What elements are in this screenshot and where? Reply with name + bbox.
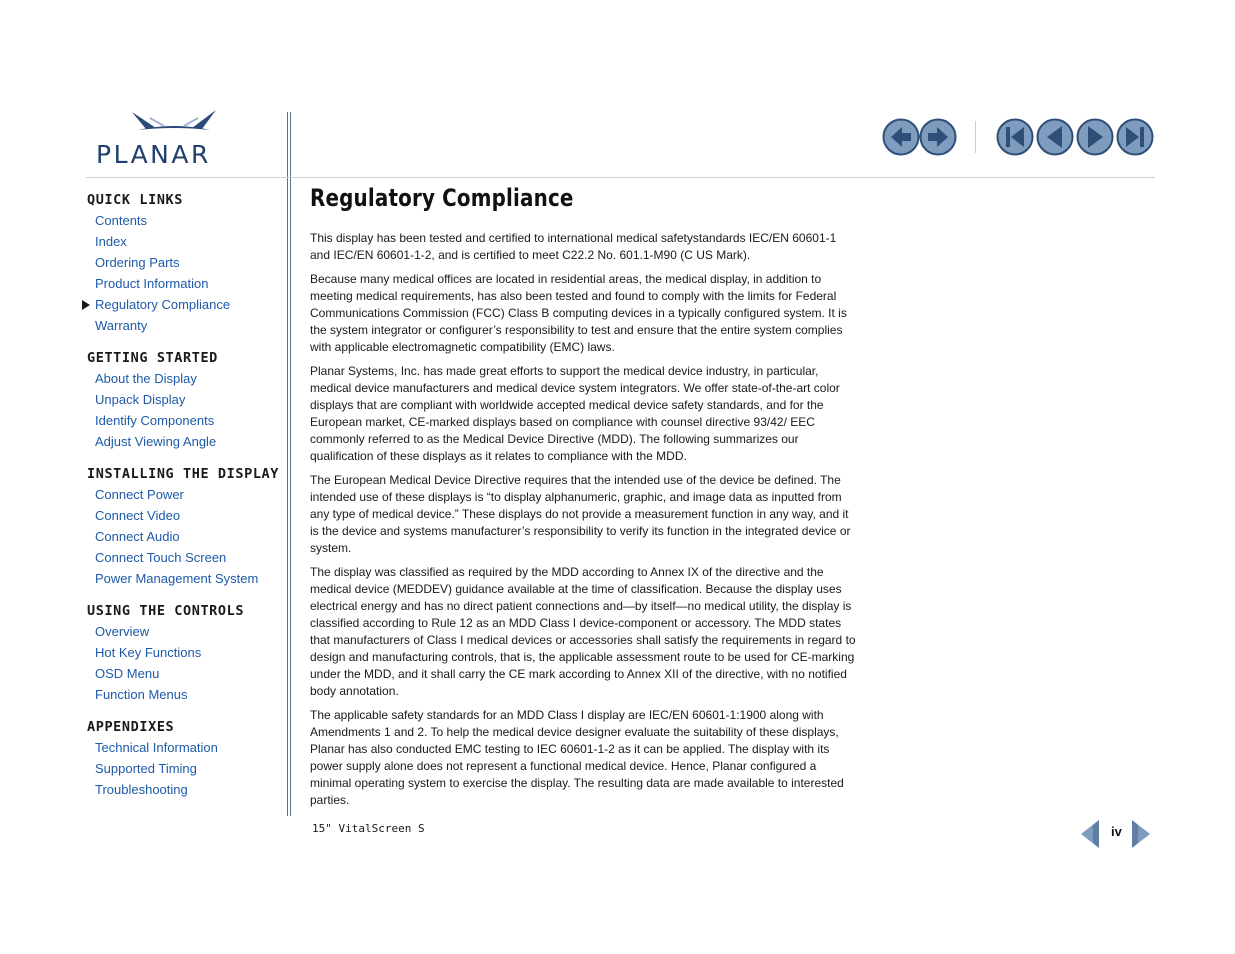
section-heading: QUICK LINKS: [87, 192, 184, 208]
paragraph: The applicable safety standards for an MDD Class I display are IEC/EN 60601-1:1900 along with Amendments 1 and 2. To help the medical device designer evaluate the suitability of these displays, Planar has also conducted EMC testing to IEC 60601-1-2 as it can be applied. The display with its power supply alone does not represent a functional medical device. Hence, Planar configured a minimal operating system to exercise the display. The resulting data are made available to interested parties.: [310, 708, 844, 807]
page-content: [310, 230, 856, 816]
last-page-icon: [1116, 118, 1154, 156]
sidebar-section-installing: [87, 464, 283, 589]
back-icon: [882, 118, 920, 156]
sidebar-item-regulatory-compliance[interactable]: Regulatory Compliance: [95, 297, 231, 312]
planar-logo: [94, 106, 254, 168]
section-heading: GETTING STARTED: [87, 350, 218, 366]
sidebar-item-contents[interactable]: Contents: [95, 213, 148, 228]
sidebar-divider: [287, 112, 288, 816]
forward-icon: [919, 118, 957, 156]
sidebar-item-about-the-display[interactable]: About the Display: [95, 371, 197, 386]
first-page-button[interactable]: [996, 118, 1032, 154]
paragraph: This display has been tested and certified to international medical safetystandards IEC/EN 60601-1 and IEC/EN 60601-1-2, and is certified to meet C22.2 No. 601.1-M90 (C US Mark).: [310, 231, 837, 262]
page-number: iv: [1111, 824, 1122, 839]
forward-button[interactable]: [919, 118, 955, 154]
header-divider: [86, 177, 1155, 178]
last-page-button[interactable]: [1116, 118, 1152, 154]
logo-wordmark: PLANAR: [96, 140, 211, 169]
sidebar-item-technical-information[interactable]: Technical Information: [95, 740, 218, 755]
sidebar-item-connect-video[interactable]: Connect Video: [95, 508, 181, 523]
sidebar-item-identify-components[interactable]: Identify Components: [95, 413, 215, 428]
sidebar-item-power-management-system[interactable]: Power Management System: [95, 571, 259, 586]
sidebar-item-troubleshooting[interactable]: Troubleshooting: [95, 782, 188, 797]
sidebar-item-regulatory-compliance-row: [87, 294, 283, 315]
sidebar-item-index[interactable]: Index: [95, 234, 127, 249]
paragraph: The display was classified as required by the MDD according to Annex IX of the directive and the medical device (MEDDEV) guidance available at the time of classification. Because the display uses electrical energy and has no direct patient connections and—by itself—no medical utility, the display is classified according to Rule 12 as an MDD Class I device-component or accessory. The MDD states that manufacturers of Class I medical devices or accessories shall satisfy the requirements in regard to design and manufacturing controls, that is, the applicable assessment route to be used for CE-marking under the MDD, and it shall carry the CE mark according to Annex XII of the directive, with no notified body annotation.: [310, 565, 856, 698]
previous-page-button[interactable]: [1036, 118, 1072, 154]
section-heading: APPENDIXES: [87, 719, 175, 735]
sidebar-item-hot-key-functions[interactable]: Hot Key Functions: [95, 645, 202, 660]
paragraph: The European Medical Device Directive requires that the intended use of the device be defined. The intended use of these displays is “to display alphanumeric, graphic, and image data as inputted from any type of medical device.” These displays do not provide a measurement function in any way, and it is the device and systems manufacturer’s responsibility to verify its function in the integrated device or system.: [310, 473, 851, 555]
next-page-icon: [1076, 118, 1114, 156]
section-heading: USING THE CONTROLS: [87, 603, 245, 619]
sidebar-divider-inner: [290, 112, 291, 816]
sidebar-section-using-controls: [87, 601, 283, 705]
sidebar-section-appendixes: [87, 717, 283, 800]
first-page-icon: [996, 118, 1034, 156]
sidebar-section-getting-started: [87, 348, 283, 452]
sidebar-item-ordering-parts[interactable]: Ordering Parts: [95, 255, 180, 270]
paragraph: Planar Systems, Inc. has made great efforts to support the medical device industry, in particular, medical device manufacturers and medical device system integrators. We offer state-of-the-art color displays that are compliant with worldwide accepted medical device safety standards, and for the European market, CE-marked displays based on compliance with counsel directive 93/42/ EEC commonly referred to as the Medical Device Directive (MDD). The following summarizes our qualification of these displays as it relates to compliance with the MDD.: [310, 364, 840, 463]
sidebar-nav: [87, 190, 283, 812]
next-page-button[interactable]: [1076, 118, 1112, 154]
sidebar-item-product-information[interactable]: Product Information: [95, 276, 209, 291]
logo-mark-icon: [94, 106, 254, 140]
paragraph: Because many medical offices are located in residential areas, the medical display, in addition to meeting medical requirements, has also been tested and found to comply with the limits for Federal Communications Commission (FCC) Class B computing devices in a typically configured system. It is the system integrator or configurer’s responsibility to test and ensure that the entire system complies with applicable electromagnetic compatibility (EMC) laws.: [310, 272, 847, 354]
sidebar-item-osd-menu[interactable]: OSD Menu: [95, 666, 160, 681]
sidebar-section-quick-links: [87, 190, 283, 336]
nav-separator: [975, 121, 976, 153]
back-button[interactable]: [882, 118, 918, 154]
sidebar-item-unpack-display[interactable]: Unpack Display: [95, 392, 186, 407]
footer-next-page-button[interactable]: [1130, 818, 1152, 855]
sidebar-item-supported-timing[interactable]: Supported Timing: [95, 761, 197, 776]
previous-page-arrow-icon: [1079, 818, 1101, 850]
sidebar-item-overview[interactable]: Overview: [95, 624, 150, 639]
sidebar-item-adjust-viewing-angle[interactable]: Adjust Viewing Angle: [95, 434, 217, 449]
next-page-arrow-icon: [1130, 818, 1152, 850]
previous-page-icon: [1036, 118, 1074, 156]
section-heading: INSTALLING THE DISPLAY: [87, 466, 280, 482]
footer-previous-page-button[interactable]: [1079, 818, 1101, 855]
sidebar-item-warranty[interactable]: Warranty: [95, 318, 148, 333]
sidebar-item-connect-audio[interactable]: Connect Audio: [95, 529, 180, 544]
page-title: Regulatory Compliance: [310, 184, 574, 212]
sidebar-item-function-menus[interactable]: Function Menus: [95, 687, 188, 702]
document-name: 15" VitalScreen S: [312, 822, 425, 835]
sidebar-item-connect-power[interactable]: Connect Power: [95, 487, 184, 502]
sidebar-item-connect-touch-screen[interactable]: Connect Touch Screen: [95, 550, 227, 565]
